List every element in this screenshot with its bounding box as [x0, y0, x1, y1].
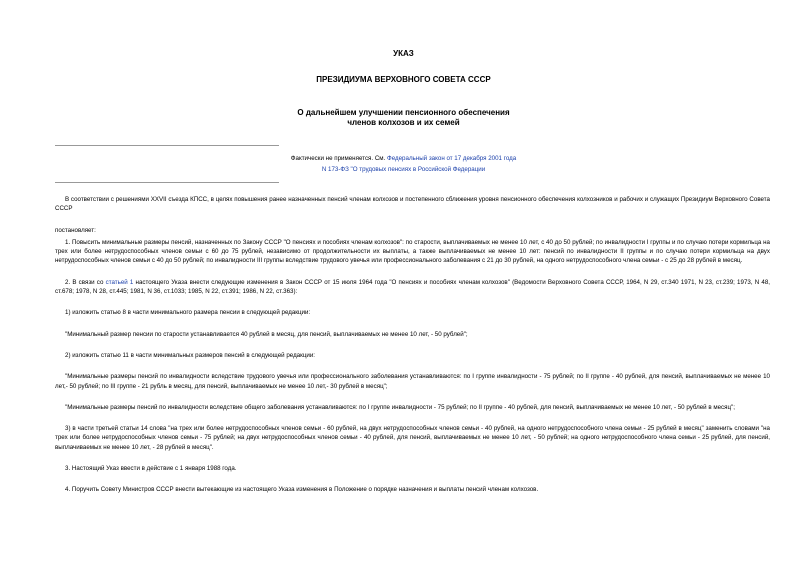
divider-bottom [55, 182, 279, 183]
paragraph-2-3: 3) в части третьей статьи 14 слова "на трех или более нетрудоспособных членов семьи - 60 рублей, на двух нетрудоспособных членов семьи - 40 рублей, на одного нетрудоспособного члена семьи - 25 рублей в месяц" заменить словами "на трех или более нетрудоспособных членов семьи - 75 рублей; на двух нетрудоспособных членов семьи - 40 рублей, для пенсий, выплачиваемых не менее 10 лет, - 50 рублей; на одного нетрудоспособного члена семьи - 25 рублей, для пенсий, выплачиваемых не менее 10 лет, - 28 рублей в месяц". [55, 425, 770, 451]
divider-top [55, 145, 279, 146]
article-1-link[interactable]: статьей 1 [105, 278, 134, 286]
doc-subject-line1: О дальнейшем улучшении пенсионного обеспечения [297, 108, 510, 117]
paragraph-2-before: 2. В связи со [65, 278, 104, 286]
applicability-note [0, 153, 807, 164]
intro-paragraph: В соответствии с решениями XXVII съезда КПСС, в целях повышения ранее назначенных пенсий членам колхозов и постепенного сближения уровня пенсионного обеспечения колхозников и рабочих и служащих Президиум Верховного Совета СССР [55, 196, 770, 213]
document-body [55, 195, 770, 507]
paragraph-2-2: 2) изложить статью 11 в части минимальных размеров пенсий в следующей редакции: [65, 351, 315, 359]
paragraph-3: 3. Настоящий Указ ввести в действие с 1 января 1988 года. [65, 465, 237, 473]
doc-title: УКАЗ [393, 49, 414, 58]
applicability-note-line2 [0, 164, 807, 175]
paragraph-2-after: настоящего Указа внести следующие изменения в Закон СССР от 15 июля 1964 года "О пенсиях и пособиях членам колхозов" (Ведомости Верховного Совета СССР, 1964, N 29, ст.340 1971, N 23, ст.239; 1973, N 48, ст.678; 1978, N 28, ст.445; 1981, N 36, ст.1033; 1985, N 22, ст.391; 1986, N 22, ст.363): [55, 278, 770, 296]
paragraph-2-2-quote-2: "Минимальные размеры пенсий по инвалидности вследствие общего заболевания устанавливаются: по I группе инвалидности - 75 рублей; по II группе - 40 рублей, для пенсий, выплачиваемых не менее 10 лет, - 50 рублей в месяц"; [65, 403, 735, 411]
federal-law-link-line2[interactable]: N 173-ФЗ "О трудовых пенсиях в Российской Федерации [321, 166, 486, 173]
note-prefix: Фактически не применяется. См. [290, 155, 386, 162]
paragraph-4: 4. Поручить Совету Министров СССР внести вытекающие из настоящего Указа изменения в Положение о порядке назначения и выплаты пенсий членам колхозов. [65, 486, 539, 494]
paragraph-1: 1. Повысить минимальные размеры пенсий, назначенных по Закону СССР "О пенсиях и пособиях членам колхозов": по старости, выплачиваемых не менее 10 лет, с 40 до 50 рублей; по инвалидности I группы и по случаю потери кормильца на трех или более нетрудоспособных членов семьи с 60 до 75 рублей, независимо от продолжительности их выплаты, а также выплачиваемых не менее 10 лет: пенсий по инвалидности II группы и по случаю потери кормильца на двух нетрудоспособных членов семьи с 40 до 50 рублей; по инвалидности III группы вследствие трудового увечья или профессионального заболевания с 21 до 30 рублей, на одного нетрудоспособного члена семьи - с 25 до 28 рублей в месяц. [55, 238, 770, 265]
paragraph-2-1-quote: "Минимальный размер пенсии по старости устанавливается 40 рублей в месяц, для пенсий, выплачиваемых не менее 10 лет, - 50 рублей"; [65, 330, 468, 338]
resolves-line: постановляет: [55, 226, 96, 234]
doc-subject-line2: членов колхозов и их семей [347, 118, 460, 127]
doc-issuer: ПРЕЗИДИУМА ВЕРХОВНОГО СОВЕТА СССР [316, 75, 491, 84]
paragraph-2-1: 1) изложить статью 8 в части минимального размера пенсии в следующей редакции: [65, 309, 311, 317]
federal-law-link[interactable]: Федеральный закон от 17 декабря 2001 года [387, 155, 517, 162]
paragraph-2-2-quote-1: "Минимальные размеры пенсий по инвалидности вследствие трудового увечья или профессионального заболевания устанавливаются: по I группе инвалидности - 75 рублей; по II группе - 40 рублей, для пенсий, выплачиваемых не менее 10 лет,- 50 рублей; по III группе - 21 рубль в месяц, для пенсий, выплачиваемых не менее 10 лет,- 30 рублей в месяц"; [55, 373, 770, 390]
paragraph-2 [55, 278, 770, 297]
